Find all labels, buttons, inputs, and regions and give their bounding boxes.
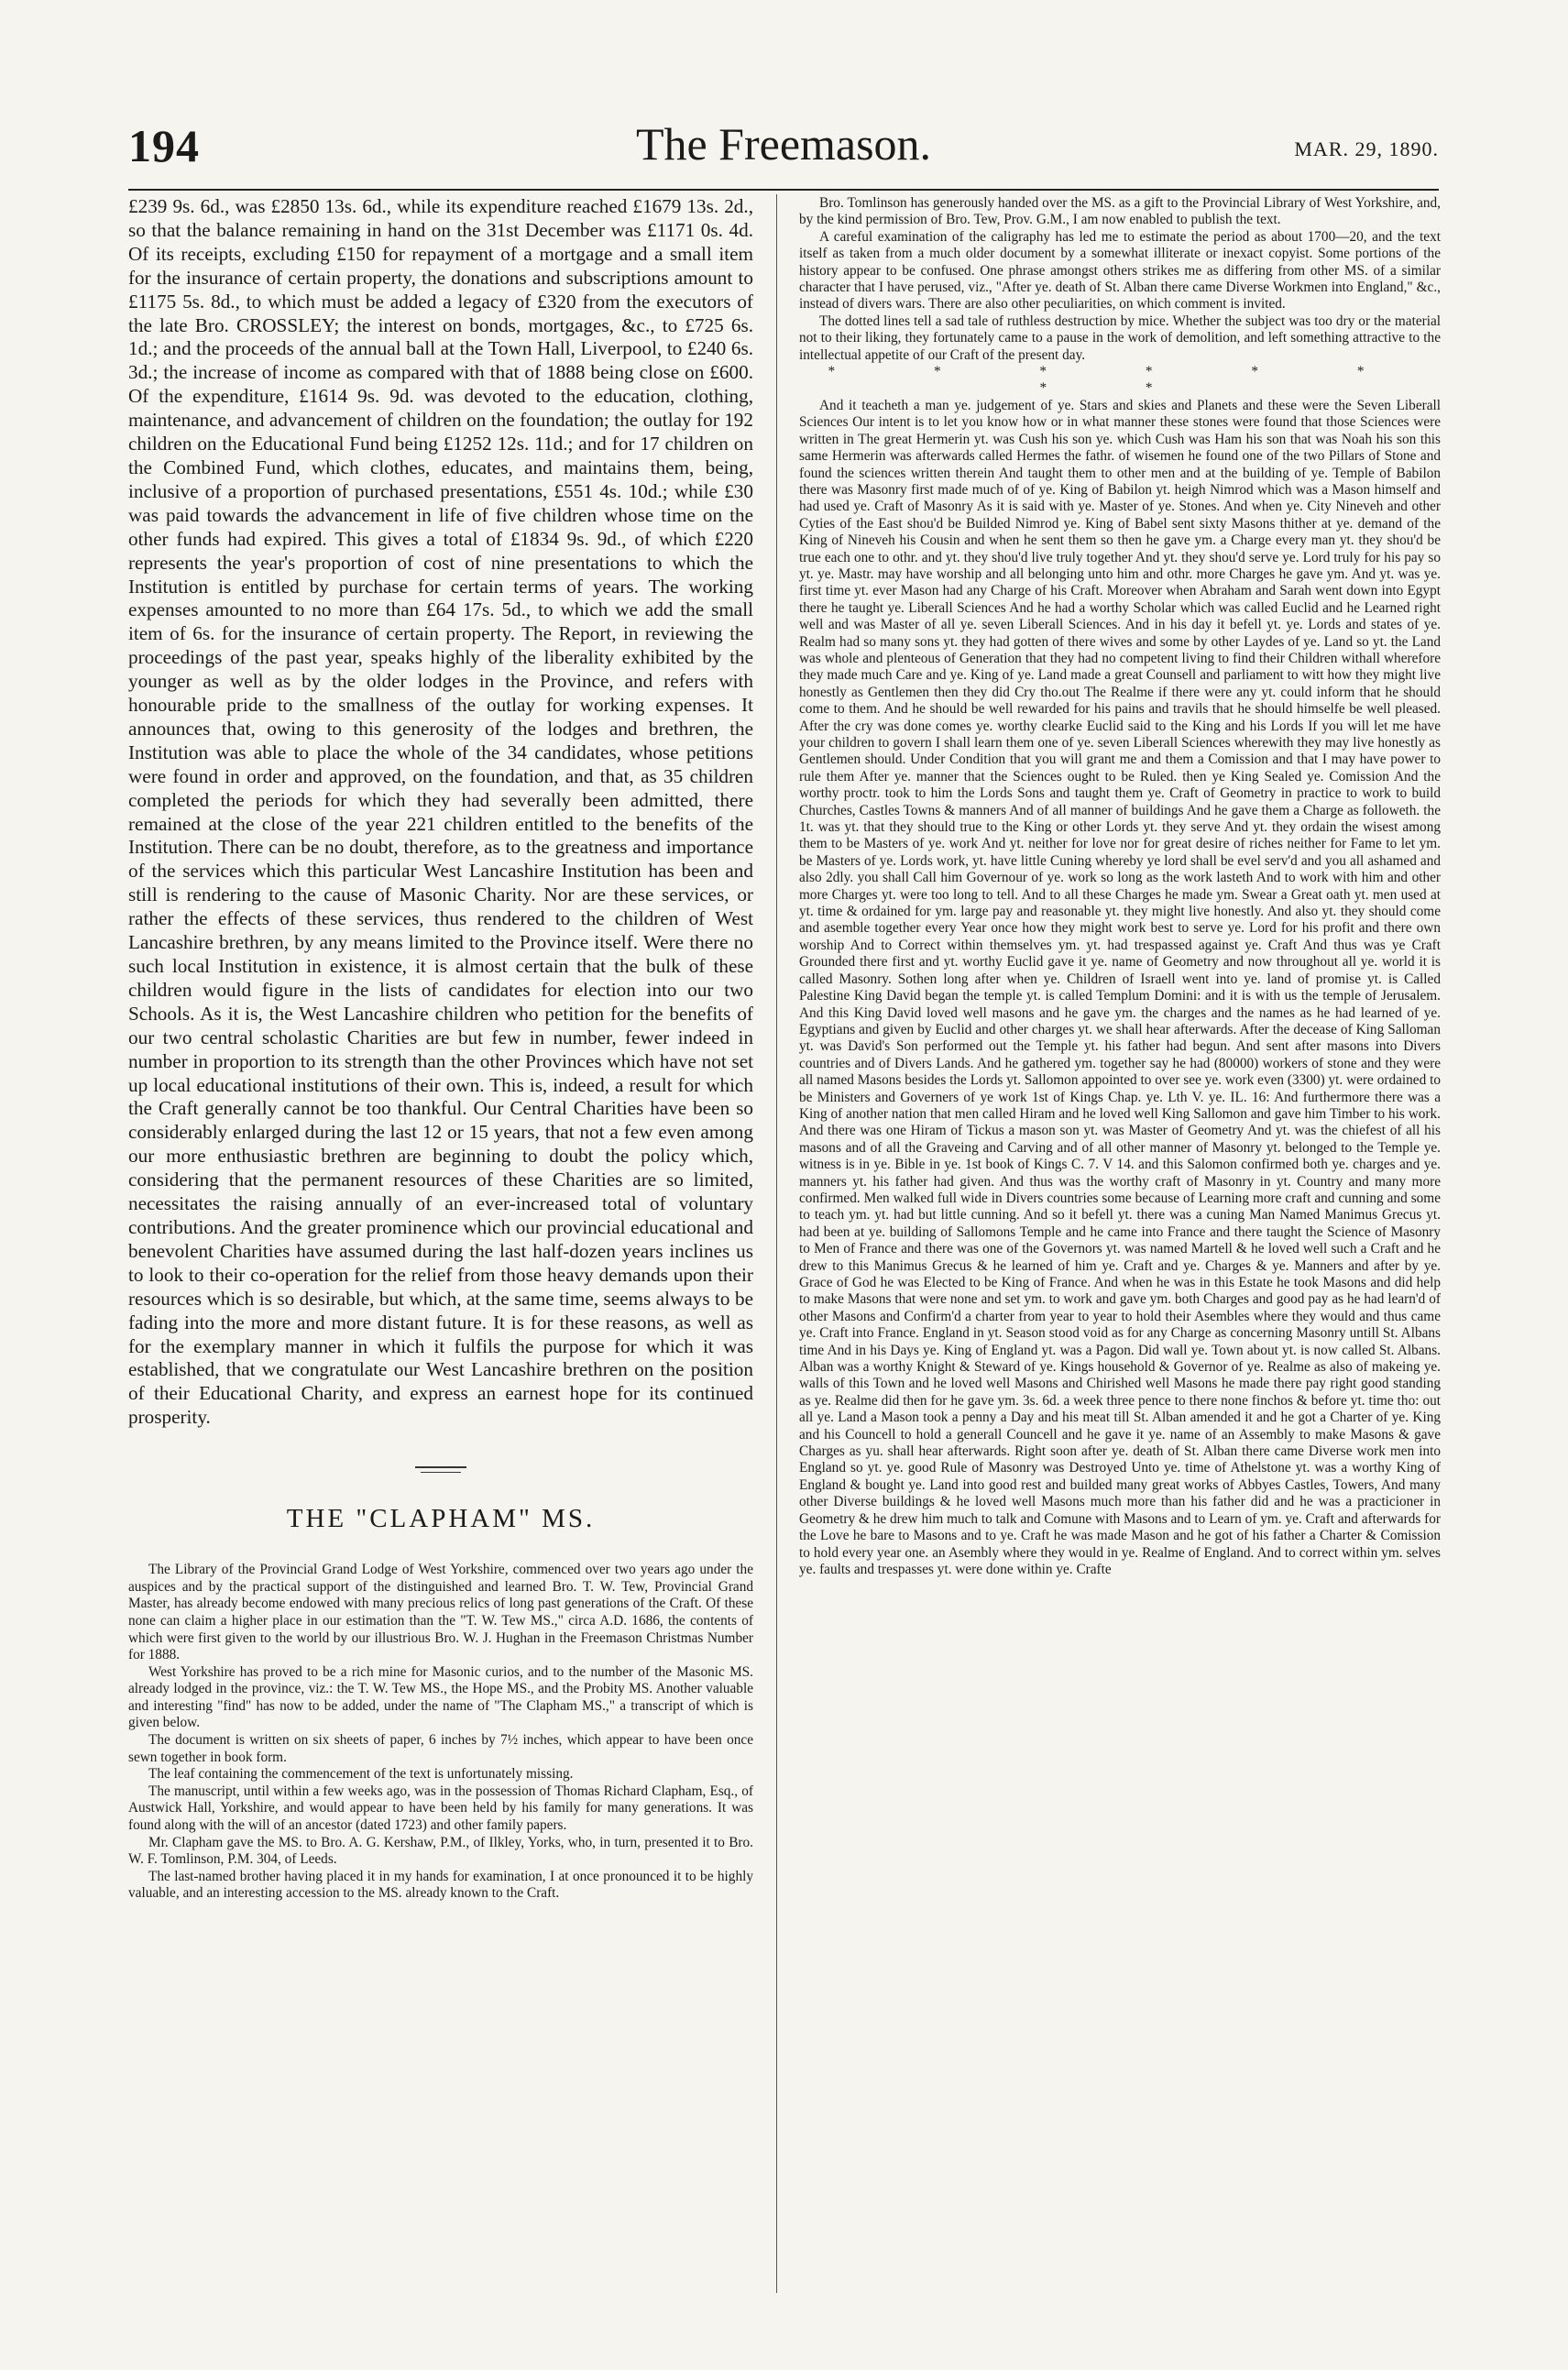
left-column bbox=[128, 195, 753, 1903]
article-paragraph: The last-named brother having placed it in my hands for examination, I at once pronounced it to be highly valuable, and an interesting accession to the MS. already known to the Craft. bbox=[128, 1868, 753, 1902]
column-divider bbox=[776, 194, 777, 2293]
article-paragraph: The leaf containing the commencement of the text is unfortunately missing. bbox=[148, 1766, 574, 1783]
newspaper-title: The Freemason. bbox=[635, 118, 932, 170]
section-divider-rule-thin bbox=[421, 1472, 461, 1473]
section-divider-rule bbox=[415, 1466, 466, 1468]
article-paragraph: Mr. Clapham gave the MS. to Bro. A. G. Kershaw, P.M., of Ilkley, Yorks, who, in turn, presented it to Bro. W. F. Tomlinson, P.M. 304, of Leeds. bbox=[128, 1834, 753, 1868]
editorial-text bbox=[128, 195, 753, 1430]
editorial-paragraph: £239 9s. 6d., was £2850 13s. 6d., while its expenditure reached £1679 13s. 2d., so that the balance remaining in hand on the 31st December was £1171 0s. 4d. Of its receipts, excluding £150 for repayment of a mortgage and a small item for the insurance of certain property, the donations and subscriptions amount to £1175 5s. 8d., to which must be added a legacy of £320 from the executors of the late Bro. CROSSLEY; the interest on bonds, mortgages, &c., to £725 6s. 1d.; and the proceeds of the annual ball at the Town Hall, Liverpool, to £240 6s. 3d.; the increase of income as compared with that of 1888 being close on £600. Of the expenditure, £1614 9s. 9d. was devoted to the education, clothing, maintenance, and advancement of children on the foundation; the outlay for 192 children on the Educational Fund being £1252 12s. 11d.; and for 17 children on the Combined Fund, which clothes, educates, and maintains them, being, inclusive of a proportion of purchased presentations, £551 4s. 10d.; while £30 was paid towards the advancement in life of five children whose time on the other funds had expired. This gives a total of £1834 9s. 9d., of which £220 represents the year's proportion of cost of nine presentations to which the Institution is entitled by purchase for certain terms of years. The working expenses amounted to no more than £64 17s. 5d., to which we add the small item of 6s. for the insurance of certain property. The Report, in reviewing the proceedings of the past year, speaks highly of the liberality exhibited by the younger as well as by the older lodges in the Province, and refers with honourable pride to the smallness of the outlay for working expenses. It announces that, owing to this generosity of the lodges and brethren, the Institution was able to place the whole of the 34 candidates, whose petitions were found in order and approved, on the foundation, and that, as 35 children completed the periods for which they had severally been admitted, there remained at the close of the year 221 children entitled to the benefits of the Institution. There can be no doubt, therefore, as to the greatness and importance of the services which this particular West Lancashire Institution has been and still is rendering to the cause of Masonic Charity. Nor are these services, or rather the effects of these services, thus rendered to the children of West Lancashire brethren, by any means limited to the Province itself. Were there no such local Institution in existence, it is almost certain that the bulk of these children would figure in the lists of candidates for election into our two Schools. As it is, the West Lancashire children who petition for the benefits of our two central scholastic Charities are but few in number, fewer indeed in number in proportion to its strength than the other Provinces which have not set up local educational institutions of their own. This is, indeed, a result for which the Craft generally cannot be too thankful. Our Central Charities have been so considerably enlarged during the last 12 or 15 years, that not a few even among our more enthusiastic brethren are beginning to doubt the policy which, considering that the permanent resources of these Charities are so limited, necessitates the raising annually of an ever-increased total of voluntary contributions. And the greater prominence which our provincial educational and benevolent Charities have assumed during the last half-dozen years inclines us to look to their co-operation for the relief from those heavy demands upon their resources which is so desirable, but which, at the same time, seems always to be fading into the more and more distant future. It is for these reasons, as well as for the exemplary manner in which it fulfils the purpose for which it was established, that we congratulate our West Lancashire brethren on the position of their Educational Charity, and express an earnest hope for its continued prosperity. bbox=[128, 195, 753, 1429]
intro-paragraph: A careful examination of the caligraphy has led me to estimate the period as about 1700—20, and the text itself as taken from a much older document by a somewhat illiterate or inexact copyist. Some portions of the history appear to be confused. One phrase amongst others strikes me as differing from other MS. of a similar character that I have perused, viz., "After ye. death of St. Alban there came Diverse Workmen into England," &c., instead of divers wars. There are also other peculiarities, on which comment is invited. bbox=[799, 228, 1441, 313]
intro-paragraph: The dotted lines tell a sad tale of ruthless destruction by mice. Whether the subject was too dry or the material not to their liking, they fortunately came to a pause in the work of demolition, and left something attractive to the intellectual appetite of our Craft of the present day. bbox=[799, 313, 1441, 363]
masthead bbox=[128, 114, 1439, 191]
manuscript-paragraph: And it teacheth a man ye. judgement of ye. Stars and skies and Planets and these were the Seven Liberall Sciences Our intent is to let you know how or in what manner these stones were found that those Sciences were written in The great Hermerin yt. was Cush his son ye. which Cush was Ham his son that was Noah his son this same Hermerin was afterwards called Hermes the fathr. of wisemen he found one of the two Pillars of Stone and found the sciences written therein And taught them to other men and at the building of ye. Temple of Babilon there was Masonry first made much of of ye. King of Babilon yt. heigh Nimrod which was a Mason himself and had used ye. Craft of Masonry As it is said with ye. Master of ye. Stones. And when ye. City Nineveh and other Cyties of the East shou'd be Builded Nimrod ye. King of Babel sent sixty Masons thither at ye. demand of the King of Nineveh his Cousin and when he sent them so then he gave ym. a Charge every man yt. they shou'd be true each one to othr. and yt. they shou'd live truly together And yt. they shou'd serve ye. Lord truly for his pay so yt. ye. Mastr. may have worship and all belonging unto him and othr. more Charges he gave ym. And yt. was ye. first time yt. ever Mason had any Charge of his Craft. Moreover when Abraham and Sarah went down into Egypt there he taught ye. Liberall Sciences And he had a worthy Scholar which was called Euclid and he Learned right well and was Master of all ye. seven Liberall Sciences. And in his day it befell yt. ye. Lords and states of ye. Realm had so many sons yt. they had gotten of there wives and some by other Laydes of ye. Land so yt. the Land was whole and plenteous of Generation that they had no competent living to find their Children withall wherefore they made much Care and ye. King of ye. Land made a great Counsell and parliament to witt how they might live honestly as Gentlemen then they did Cry tho.out The Realme if there were any yt. could inform that he should come to them. And he should be well rewarded for his pains and travils that he should himselfe be well pleased. After the cry was done comes ye. worthy clearke Euclid said to the King and his Lords If you will let me have your children to govern I shall learn them one of ye. seven Liberall Sciences wherewith they may live honestly as Gentlemen should. Under Condition that you will grant me and them a Comission and that I may have power to rule them After ye. manner that the Sciences ought to be Ruled. then ye King Sealed ye. Comission And the worthy proctr. took to him the Lords Sons and taught them ye. Craft of Geometry in practice to work to build Churches, Castles Towns & manners And of all manner of buildings And he gave them a Charge as followeth. the 1t. was yt. that they should true to the King or other Lords yt. they serve And yt. they ordain the wisest among them to be Masters of ye. work And yt. neither for love nor for great desire of riches neither for Fame to let ym. be Masters of ye. Lords work, yt. have little Cuning whereby ye lord shall be evel serv'd and you all ashamed and also 2dly. you shall Call him Governour of ye. work so long as the work lasteth And to work with him and other more Charges yt. were too long to tell. And to all these Charges he made ym. Swear a Great oath yt. men used at yt. time & ordained for ym. large pay and reasonable yt. they might live honestly. And also yt. they should come and asemble together every Year once how they might work best to serve ye. Lord for his profit and there own worship And to Correct within themselves ym. yt. had trespassed against ye. Craft And thus was ye Craft Grounded there first and yt. worthy Euclid gave it ye. name of Geometry and now throughout all ye. world it is called Masonry. Sothen long after when ye. Children of Israell went into ye. land of promise yt. is Called Palestine King David began the temple yt. is called Templum Domini: and it is with us the temple of Jerusalem. And this King David loved well masons and he gave ym. the charges and the names as he had learned of ye. Egyptians and given by Euclid and other charges yt. we shall hear afterwards. After the decease of King Salloman yt. was David's Son performed out the Temple yt. his father had begun. And sent after masons into Divers countries and of Divers Lands. And he gathered ym. together say he had (80000) workers of stone and they were all named Masons besides the Lords yt. Sallomon appointed to over see ye. work even (3300) yt. were ordained to be Ministers and Governers of ye work 1st of Kings Chap. ye. Lth V. ye. IL. 16: And furthermore there was a King of another nation that men called Hiram and he loved well King Sallomon and gave him Timber to his work. And there was one Hiram of Tickus a mason son yt. was Master of Geometry And yt. was the chiefest of all his masons and of all the Graveing and Carving and of all other manner of Masonry yt. belonged to the Temple ye. witness is in ye. Bible in ye. 1st book of Kings C. 7. V 14. and this Salomon confirmed both ye. charges and ye. manners yt. his father had given. And thus was the worthy craft of Masonry in yt. Country and many more confirmed. Men walked full wide in Divers countries some because of Learning more craft and cunning and some to teach ym. yt. had but little cunning. And so it befell yt. there was a cuning Man Named Manimus Grecus yt. had been at ye. building of Sallomons Temple and he came into France and there taught the Science of Masonry to Men of France and there was one of the Governors yt. was named Martell & he loved well such a Craft and he drew to this Manimus Grecus & he learned of him ye. Craft and ye. Charges & ye. Manners and after by ye. Grace of God he was Elected to be King of France. And when he was in this Estate he took Masons and did help to make Masons that were none and set ym. to work and gave ym. both Charges and good pay as he had learn'd of other Masons and Confirm'd a charter from year to year to hold their Asembles where they would and thus came ye. Craft into France. England in yt. Season stood void as for any Charge as concerning Masonry untill St. Albans time And in his Days ye. King of England yt. was a Pagon. Did wall ye. Town about yt. is now called St. Albans. Alban was a worthy Knight & Steward of ye. Kings household & Governor of ye. Realme as also of makeing ye. walls of this Town and he loved well Masons and Chirished well Masons he made there pay right good standing as ye. Realme did then for he gave ym. 3s. 6d. a week three pence to there none finchos & before yt. time tho: out all ye. Land a Mason took a penny a Day and his meat till St. Alban amended it and he got a Charter of ye. King and his Councell to hold a generall Councell and he gave it ye. name of an Assembly to make Masons & gave Charges as yu. shall hear afterwards. Right soon after ye. death of St. Alban there came Diverse work men into England so yt. ye. good Rule of Masonry was Destroyed Unto ye. time of Athelstone yt. was a worthy King of England & bought ye. Land into good rest and builded many great works of Abbyes Castles, Towers, And many other Diverse buildings & he loved well Masons much more than his father did and he was a practicioner in Geometry & he drew him much to talk and Comune with Masons and to Learn of ym. ye. Craft and afterwards for the Love he bare to Masons and to ye. Craft he was made Mason and he got of his father a Charter & Comission to hold every year one. an Asembly where they would in ye. Realme of England. And to correct within ym. selves ye. faults and trespasses yt. were done within ye. Crafte bbox=[799, 397, 1441, 1577]
page-number: 194 bbox=[128, 120, 200, 171]
article-paragraph: The manuscript, until within a few weeks ago, was in the possession of Thomas Richard Clapham, Esq., of Austwick Hall, Yorkshire, and would appear to have been held by his family for many generations. It was found along with the will of an ancestor (dated 1723) and other family papers. bbox=[128, 1783, 753, 1834]
asterisk-separator: * * * * * * * * bbox=[828, 364, 1412, 397]
right-column bbox=[799, 195, 1441, 1578]
section-heading: THE "CLAPHAM" MS. bbox=[286, 1504, 596, 1534]
article-paragraph: The document is written on six sheets of paper, 6 inches by 7½ inches, which appear to have been once sewn together in book form. bbox=[128, 1732, 753, 1765]
article-paragraph: The Library of the Provincial Grand Lodge of West Yorkshire, commenced over two years ago under the auspices and by the practical support of the distinguished and learned Bro. T. W. Tew, Provincial Grand Master, has already become endowed with many precious relics of long past generations of the Craft. Of these none can claim a higher place in our estimation than the "T. W. Tew MS.," circa A.D. 1686, the contents of which were first given to the world by our illustrious Bro. W. J. Hughan in the Freemason Christmas Number for 1888. bbox=[128, 1562, 753, 1663]
article-paragraph: West Yorkshire has proved to be a rich mine for Masonic curios, and to the number of the Masonic MS. already lodged in the province, viz.: the T. W. Tew MS., the Hope MS., and the Probity MS. Another valuable and interesting "find" has now to be added, under the name of "The Clapham MS.," a transcript of which is given below. bbox=[128, 1663, 753, 1731]
intro-paragraph: Bro. Tomlinson has generously handed over the MS. as a gift to the Provincial Library of West Yorkshire, and, by the kind permission of Bro. Tew, Prov. G.M., I am now enabled to publish the text. bbox=[799, 195, 1441, 228]
manuscript-transcript bbox=[799, 398, 1441, 1578]
clapham-article bbox=[128, 1562, 753, 1903]
issue-date: MAR. 29, 1890. bbox=[1294, 137, 1439, 160]
